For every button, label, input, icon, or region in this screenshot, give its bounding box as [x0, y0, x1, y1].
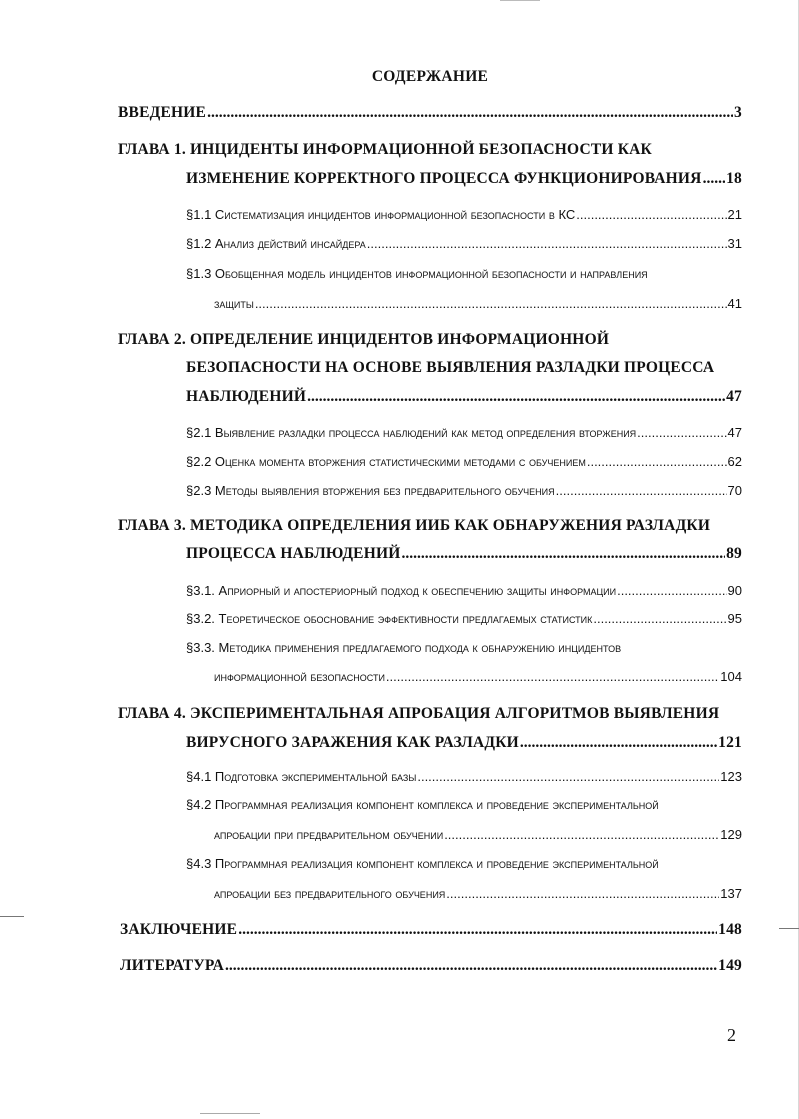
leader-dots	[386, 669, 719, 684]
toc-section-4-2-heading[interactable]	[186, 797, 659, 812]
toc-entry-section-3-3[interactable]	[214, 669, 742, 684]
toc-page-number: 70	[727, 483, 742, 498]
toc-entry-title: ВВЕДЕНИЕ	[118, 104, 207, 121]
toc-chapter-2-heading[interactable]	[118, 331, 609, 349]
toc-entry-title: §2.2 Оценка момента вторжения статистическими методами с обучением	[186, 454, 586, 469]
toc-entry-title: §1.3 Обобщенная модель инцидентов информационной безопасности и направления	[186, 266, 648, 281]
toc-entry-title: защиты	[214, 296, 254, 311]
toc-entry-title: ЗАКЛЮЧЕНИЕ	[120, 921, 238, 938]
toc-entry-section-4-3[interactable]	[214, 886, 742, 901]
toc-entry-title: ГЛАВА 2. ОПРЕДЕЛЕНИЕ ИНЦИДЕНТОВ ИНФОРМАЦИОННОЙ	[118, 331, 610, 348]
toc-page-number: 21	[727, 207, 742, 222]
toc-entry-title: апробации при предварительном обучении	[214, 827, 444, 842]
leader-dots	[446, 886, 719, 901]
toc-entry-conclusion[interactable]	[120, 921, 742, 939]
toc-entry-title: §1.2 Анализ действий инсайдера	[186, 236, 366, 251]
toc-entry-section-1-1[interactable]	[186, 207, 742, 222]
toc-entry-title: ГЛАВА 4. ЭКСПЕРИМЕНТАЛЬНАЯ АПРОБАЦИЯ АЛГОРИТМОВ ВЫЯВЛЕНИЯ	[118, 705, 720, 722]
toc-page-number: 149	[718, 957, 742, 974]
toc-entry-title: НАБЛЮДЕНИЙ	[186, 388, 307, 405]
toc-section-4-3-heading[interactable]	[186, 856, 659, 871]
toc-entry-title: БЕЗОПАСНОСТИ НА ОСНОВЕ ВЫЯВЛЕНИЯ РАЗЛАДКИ ПРОЦЕССА	[186, 359, 715, 376]
toc-page-number: 121	[718, 734, 742, 751]
toc-page-number: 3	[734, 104, 742, 121]
scan-mark	[0, 916, 24, 917]
leader-dots	[444, 827, 719, 842]
leader-dots	[225, 957, 717, 975]
toc-entry-chapter-4[interactable]	[186, 734, 742, 752]
scan-mark	[500, 0, 540, 1]
leader-dots	[593, 611, 726, 626]
toc-page-number: 47	[726, 388, 742, 405]
toc-entry-title: §1.1 Систематизация инцидентов информационной безопасности в КС	[186, 207, 576, 222]
toc-entry-section-4-2[interactable]	[214, 827, 742, 842]
leader-dots	[367, 236, 727, 251]
toc-chapter-1-heading[interactable]	[118, 141, 652, 159]
leader-dots	[637, 425, 726, 440]
leader-dots	[556, 483, 727, 498]
toc-entry-title: ИЗМЕНЕНИЕ КОРРЕКТНОГО ПРОЦЕССА ФУНКЦИОНИРОВАНИЯ	[186, 170, 702, 187]
leader-dots	[255, 296, 727, 311]
toc-entry-intro[interactable]	[118, 104, 742, 122]
toc-entry-title: §2.3 Методы выявления вторжения без предварительного обучения	[186, 483, 555, 498]
leader-dots	[520, 734, 717, 752]
toc-chapter-2-heading-cont[interactable]	[186, 359, 714, 377]
leader-dots	[402, 545, 726, 563]
toc-entry-title: ЛИТЕРАТУРА	[120, 957, 224, 974]
leader-dots	[587, 454, 727, 469]
toc-entry-title: апробации без предварительного обучения	[214, 886, 446, 901]
toc-page-number: 90	[727, 583, 742, 598]
leader-dots	[238, 921, 717, 939]
toc-entry-section-2-2[interactable]	[186, 454, 742, 469]
toc-page-number: 137	[720, 886, 742, 901]
toc-entry-title: §3.2. Теоретическое обоснование эффективности предлагаемых статистик	[186, 611, 593, 626]
toc-entry-section-3-1[interactable]	[186, 583, 742, 598]
toc-section-1-3-heading[interactable]	[186, 266, 648, 281]
leader-dots	[576, 207, 726, 222]
toc-entry-title: §3.1. Априорный и апостериорный подход к обеспечению защиты информации	[186, 583, 617, 598]
toc-chapter-4-heading[interactable]	[118, 705, 719, 723]
scan-mark	[200, 1113, 260, 1114]
toc-entry-title: §4.1 Подготовка экспериментальной базы	[186, 769, 417, 784]
toc-entry-title: §4.3 Программная реализация компонент комплекса и проведение экспериментальной	[186, 856, 659, 871]
toc-entry-title: §3.3. Методика применения предлагаемого подхода к обнаружению инцидентов	[186, 640, 622, 655]
leader-dots	[417, 769, 719, 784]
leader-dots	[703, 170, 726, 188]
toc-page-number: 129	[720, 827, 742, 842]
toc-entry-literature[interactable]	[120, 957, 742, 975]
toc-entry-section-1-2[interactable]	[186, 236, 742, 251]
leader-dots	[617, 583, 726, 598]
toc-entry-section-4-1[interactable]	[186, 769, 742, 784]
toc-entry-section-3-2[interactable]	[186, 611, 742, 626]
toc-entry-title: ПРОЦЕССА НАБЛЮДЕНИЙ	[186, 545, 401, 562]
toc-entry-chapter-1[interactable]	[186, 170, 742, 188]
toc-section-3-3-heading[interactable]	[186, 640, 621, 655]
scan-mark	[779, 928, 799, 929]
toc-page-number: 31	[727, 236, 742, 251]
toc-entry-chapter-3[interactable]	[186, 545, 742, 563]
toc-page-number: 89	[726, 545, 742, 562]
toc-page-number: 123	[720, 769, 742, 784]
toc-entry-section-1-3[interactable]	[214, 296, 742, 311]
page-number: 2	[727, 1025, 736, 1045]
toc-entry-title: ГЛАВА 1. ИНЦИДЕНТЫ ИНФОРМАЦИОННОЙ БЕЗОПАСНОСТИ КАК	[118, 141, 652, 158]
toc-chapter-3-heading[interactable]	[118, 517, 710, 535]
leader-dots	[207, 104, 733, 122]
toc-entry-title: ВИРУСНОГО ЗАРАЖЕНИЯ КАК РАЗЛАДКИ	[186, 734, 519, 751]
toc-entry-section-2-3[interactable]	[186, 483, 742, 498]
toc-page-number: 104	[720, 669, 742, 684]
toc-entry-title: §2.1 Выявление разладки процесса наблюдений как метод определения вторжения	[186, 425, 637, 440]
toc-page-number: 62	[727, 454, 742, 469]
leader-dots	[307, 388, 725, 406]
toc-entry-title: §4.2 Программная реализация компонент комплекса и проведение экспериментальной	[186, 797, 659, 812]
toc-entry-title: информационной безопасности	[214, 669, 385, 684]
toc-page-number: 18	[726, 170, 742, 187]
toc-entry-chapter-2[interactable]	[186, 388, 742, 406]
toc-page-number: 47	[727, 425, 742, 440]
toc-page-number: 148	[718, 921, 742, 938]
toc-page-number: 41	[727, 296, 742, 311]
toc-entry-section-2-1[interactable]	[186, 425, 742, 440]
toc-page-number: 95	[727, 611, 742, 626]
toc-entry-title: ГЛАВА 3. МЕТОДИКА ОПРЕДЕЛЕНИЯ ИИБ КАК ОБНАРУЖЕНИЯ РАЗЛАДКИ	[118, 517, 711, 534]
page-title: СОДЕРЖАНИЕ	[371, 68, 489, 85]
